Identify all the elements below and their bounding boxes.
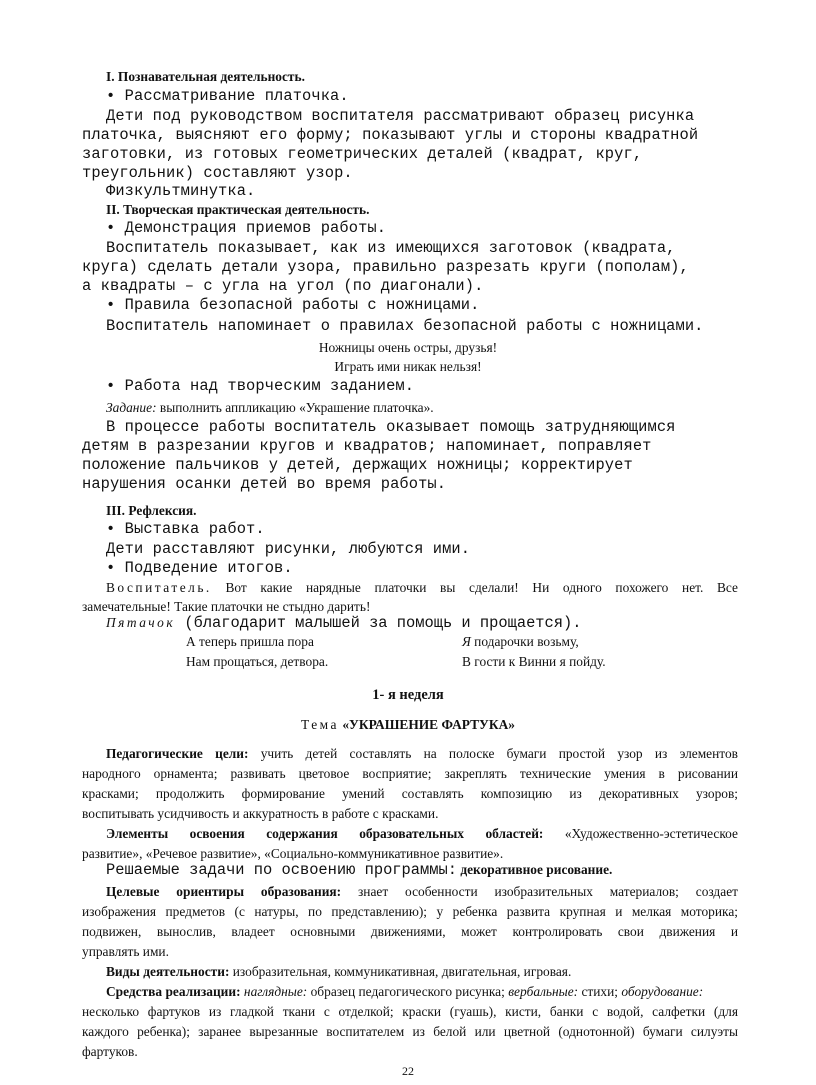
speech-line (106, 579, 738, 597)
goals-line: воспитывать усидчивость и аккуратность в работе с красками. (82, 806, 439, 821)
task-line (106, 399, 434, 417)
paragraph-line: треугольник) составляют узор. (82, 164, 353, 182)
section-1-heading: I. Познавательная деятельность. (106, 69, 305, 84)
bullet-item: • Демонстрация приемов работы. (106, 219, 387, 237)
week-heading: 1- я неделя (372, 687, 444, 703)
paragraph-line: круга) сделать детали узора, правильно разрезать круги (пополам), (82, 258, 689, 276)
means-label: Средства реализации: (106, 984, 241, 999)
speaker-label: Воспитатель. (106, 580, 212, 595)
goals-line: красками; продолжить формирование умений составлять композицию из декоративных узоров; (82, 786, 738, 801)
poem-line: Нам прощаться, детвора. (186, 654, 329, 669)
paragraph-line: платочка, выясняют его форму; показывают углы и стороны квадратной (82, 126, 699, 144)
bullet-item: • Выставка работ. (106, 520, 265, 538)
verse-line: Ножницы очень остры, друзья! (318, 340, 498, 355)
bullet-item: • Правила безопасной работы с ножницами. (106, 296, 480, 314)
activities-line: Виды деятельности: изобразительная, коммуникативная, двигательная, игровая. (106, 964, 572, 979)
activities-label: Виды деятельности: (106, 964, 230, 979)
task-label: Задание: (106, 400, 157, 415)
paragraph-line: Воспитатель показывает, как из имеющихся заготовок (квадрата, (106, 239, 676, 257)
paragraph-line: Дети расставляют рисунки, любуются ими. (106, 540, 471, 558)
speech-line: замечательные! Такие платочки не стыдно дарить! (82, 599, 371, 614)
page-number: 22 (402, 1064, 414, 1078)
theme-label: Тема (301, 717, 339, 732)
poem-line: В гости к Винни я пойду. (462, 654, 606, 669)
targets-line: Целевые ориентиры образования: знает особенности изобразительных материалов; создает (106, 884, 738, 899)
elements-line: Элементы освоения содержания образовательных областей: «Художественно-эстетическое (106, 826, 738, 841)
section-2-heading: II. Творческая практическая деятельность. (106, 202, 370, 217)
theme-title: «УКРАШЕНИЕ ФАРТУКА» (338, 717, 515, 732)
bullet-item: • Подведение итогов. (106, 559, 293, 577)
theme-heading (0, 716, 816, 734)
tasks-label: Решаемые задачи по освоению программы: (106, 861, 457, 879)
bullet-item: • Работа над творческим заданием. (106, 377, 415, 395)
paragraph-line: Физкультминутка. (106, 182, 256, 200)
tasks-value: декоративное рисование. (456, 862, 613, 877)
means-line: фартуков. (82, 1044, 138, 1059)
targets-line: изображения предметов (с натуры, по представлению); у ребенка развита крупная и мелкая моторика; (82, 904, 738, 919)
elements-line: развитие», «Речевое развитие», «Социально-коммуникативное развитие». (82, 846, 504, 861)
speech-text: (благодарит малышей за помощь и прощается). (175, 614, 582, 632)
speech-line (106, 614, 582, 632)
means-line: каждого ребенка); заранее вырезанные воспитателем из белой или цветной (однотонной) бумаги силуэты (82, 1024, 738, 1039)
paragraph-line: заготовки, из готовых геометрических деталей (квадрат, круг, (82, 145, 643, 163)
paragraph-line: Воспитатель напоминает о правилах безопасной работы с ножницами. (106, 317, 704, 335)
targets-line: управлять ими. (82, 944, 169, 959)
paragraph-line: В процессе работы воспитатель оказывает помощь затрудняющимся (106, 418, 676, 436)
paragraph-line: положение пальчиков у детей, держащих ножницы; корректирует (82, 456, 633, 474)
bullet-item: • Рассматривание платочка. (106, 87, 349, 105)
goals-line: Педагогические цели: учить детей составлять на полоске бумаги простой узор из элементов (106, 746, 738, 761)
paragraph-line: а квадраты – с угла на угол (по диагонали). (82, 277, 484, 295)
goals-line: народного орнамента; развивать цветовое восприятие; закреплять технические умения в рисовании (82, 766, 738, 781)
speaker-label: Пятачок (106, 615, 176, 630)
targets-label: Целевые ориентиры образования: (106, 884, 342, 899)
paragraph-line: Дети под руководством воспитателя рассматривают образец рисунка (106, 107, 695, 125)
targets-line: подвижен, вынослив, владеет основными движениями, может контролировать свои движения и (82, 924, 738, 939)
tasks-line (106, 861, 612, 879)
means-line: несколько фартуков из гладкой ткани с отделкой; краски (гуашь), кисти, банки с водой, салфетки (для (82, 1004, 738, 1019)
verse-line: Играть ими никак нельзя! (334, 359, 482, 374)
elements-label: Элементы освоения содержания образовательных областей: (106, 826, 544, 841)
poem-line: А теперь пришла пора (186, 634, 314, 649)
paragraph-line: детям в разрезании кругов и квадратов; напоминает, поправляет (82, 437, 652, 455)
paragraph-line: нарушения осанки детей во время работы. (82, 475, 447, 493)
goals-label: Педагогические цели: (106, 746, 249, 761)
speech-text: Вот какие нарядные платочки вы сделали! Ни одного похожего нет. Все (211, 580, 738, 595)
section-3-heading: III. Рефлексия. (106, 503, 197, 518)
poem-line: Я подарочки возьму, (462, 634, 579, 649)
means-line: Средства реализации: наглядные: образец педагогического рисунка; вербальные: стихи; оборудование: (106, 984, 704, 999)
task-text: выполнить аппликацию «Украшение платочка». (156, 400, 434, 415)
